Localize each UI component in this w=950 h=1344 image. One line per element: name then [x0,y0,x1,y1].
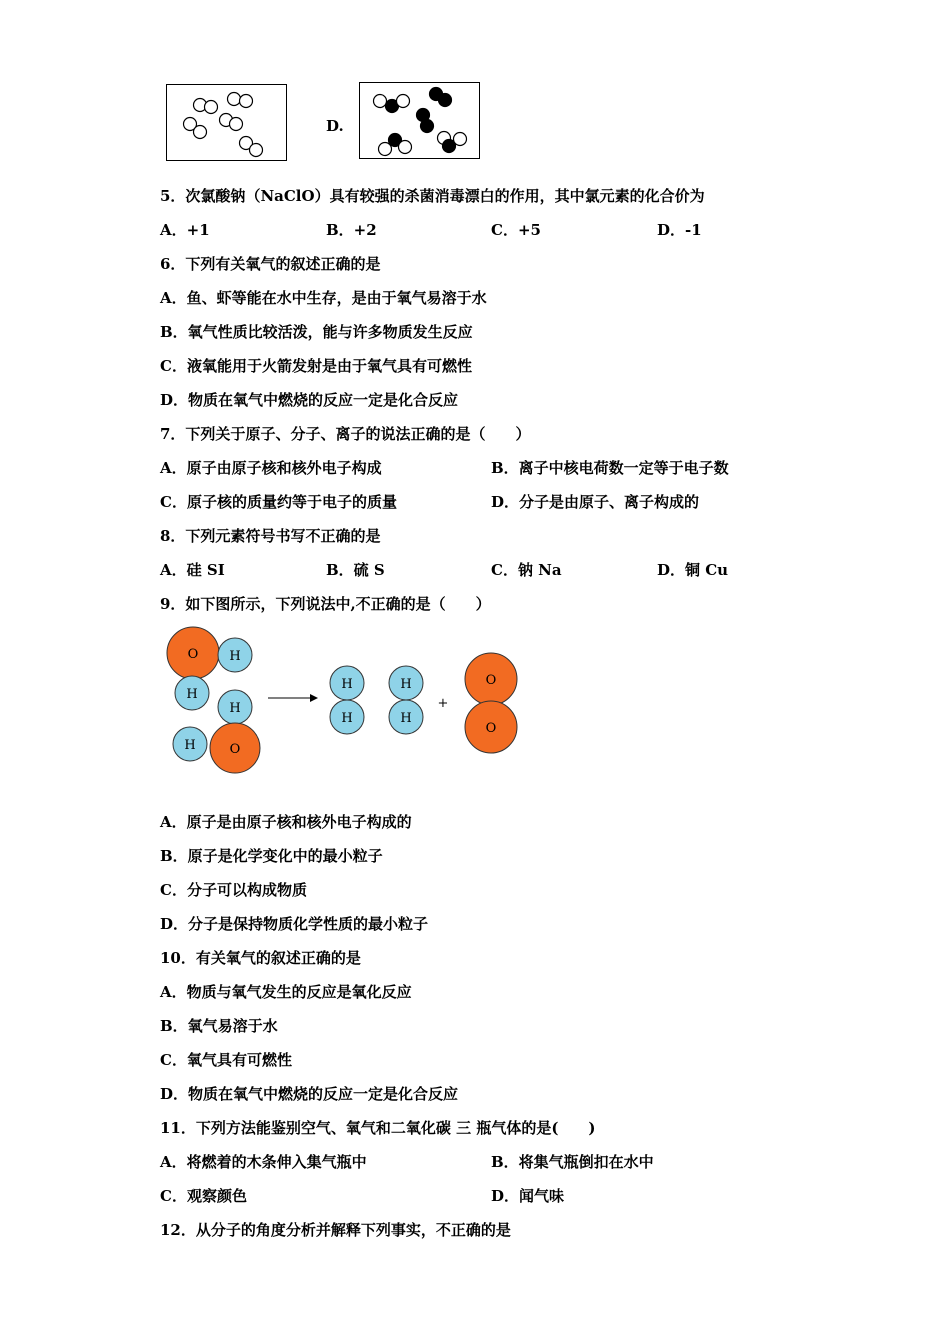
q10-stem: 10．有关氧气的叙述正确的是 [160,949,361,967]
o-label: O [485,673,497,688]
q10-option-d: D．物质在氧气中燃烧的反应一定是化合反应 [160,1085,459,1103]
q6-option-b: B．氧气性质比较活泼，能与许多物质发生反应 [160,323,473,341]
h-label: H [184,738,196,753]
q6-option-c: C．液氧能用于火箭发射是由于氧气具有可燃性 [160,357,472,375]
q9-option-b: B．原子是化学变化中的最小粒子 [160,847,383,865]
h-label: H [341,711,353,726]
q11-stem: 11．下列方法能鉴别空气、氧气和二氧化碳 三 瓶气体的是( ) [160,1119,596,1137]
q8-option-c: C．钠 Na [491,561,562,579]
q6-stem: 6．下列有关氧气的叙述正确的是 [160,255,381,273]
h-label: H [400,677,412,692]
q10-option-a: A．物质与氧气发生的反应是氧化反应 [160,983,412,1001]
reaction-arrow [268,694,318,702]
q7-stem: 7．下列关于原子、分子、离子的说法正确的是（ ） [160,425,531,443]
q10-option-b: B．氧气易溶于水 [160,1017,278,1035]
option-d-label: D. [326,117,344,135]
h-label: H [229,649,241,664]
q9-stem: 9．如下图所示，下列说法中,不正确的是（ ） [160,595,491,613]
q5-option-a: A．+1 [160,221,210,239]
q6-option-d: D．物质在氧气中燃烧的反应一定是化合反应 [160,391,459,409]
plus-sign: + [437,696,449,711]
q9-option-c: C．分子可以构成物质 [160,881,307,899]
h-label: H [186,687,198,702]
q7-option-d: D．分子是由原子、离子构成的 [491,493,700,511]
h-label: H [341,677,353,692]
h-label: H [229,701,241,716]
o-label: O [187,647,199,662]
top-figure-box-left [166,84,288,162]
o-label: O [485,721,497,736]
q5-option-b: B．+2 [326,221,377,239]
q11-option-d: D．闻气味 [491,1187,565,1205]
q8-option-d: D．铜 Cu [657,561,729,579]
q7-option-c: C．原子核的质量约等于电子的质量 [160,493,397,511]
q9-option-a: A．原子是由原子核和核外电子构成的 [160,813,412,831]
h-label: H [400,711,412,726]
q12-stem: 12．从分子的角度分析并解释下列事实，不正确的是 [160,1221,511,1239]
q10-option-c: C．氧气具有可燃性 [160,1051,292,1069]
q7-option-a: A．原子由原子核和核外电子构成 [160,459,382,477]
q11-option-a: A．将燃着的木条伸入集气瓶中 [160,1153,367,1171]
q8-option-a: A．硅 SI [160,561,225,579]
q5-option-d: D．-1 [657,221,702,239]
q9-molecule-figure [160,622,530,782]
q5-stem: 5．次氯酸钠（NaClO）具有较强的杀菌消毒漂白的作用，其中氯元素的化合价为 [160,187,705,205]
top-figure-box-d [359,82,481,160]
o-label: O [229,742,241,757]
q6-option-a: A．鱼、虾等能在水中生存，是由于氧气易溶于水 [160,289,487,307]
q8-option-b: B．硫 S [326,561,385,579]
q11-option-b: B．将集气瓶倒扣在水中 [491,1153,654,1171]
q7-option-b: B．离子中核电荷数一定等于电子数 [491,459,729,477]
q11-option-c: C．观察颜色 [160,1187,247,1205]
q5-option-c: C．+5 [491,221,541,239]
q8-stem: 8．下列元素符号书写不正确的是 [160,527,381,545]
q9-option-d: D．分子是保持物质化学性质的最小粒子 [160,915,429,933]
